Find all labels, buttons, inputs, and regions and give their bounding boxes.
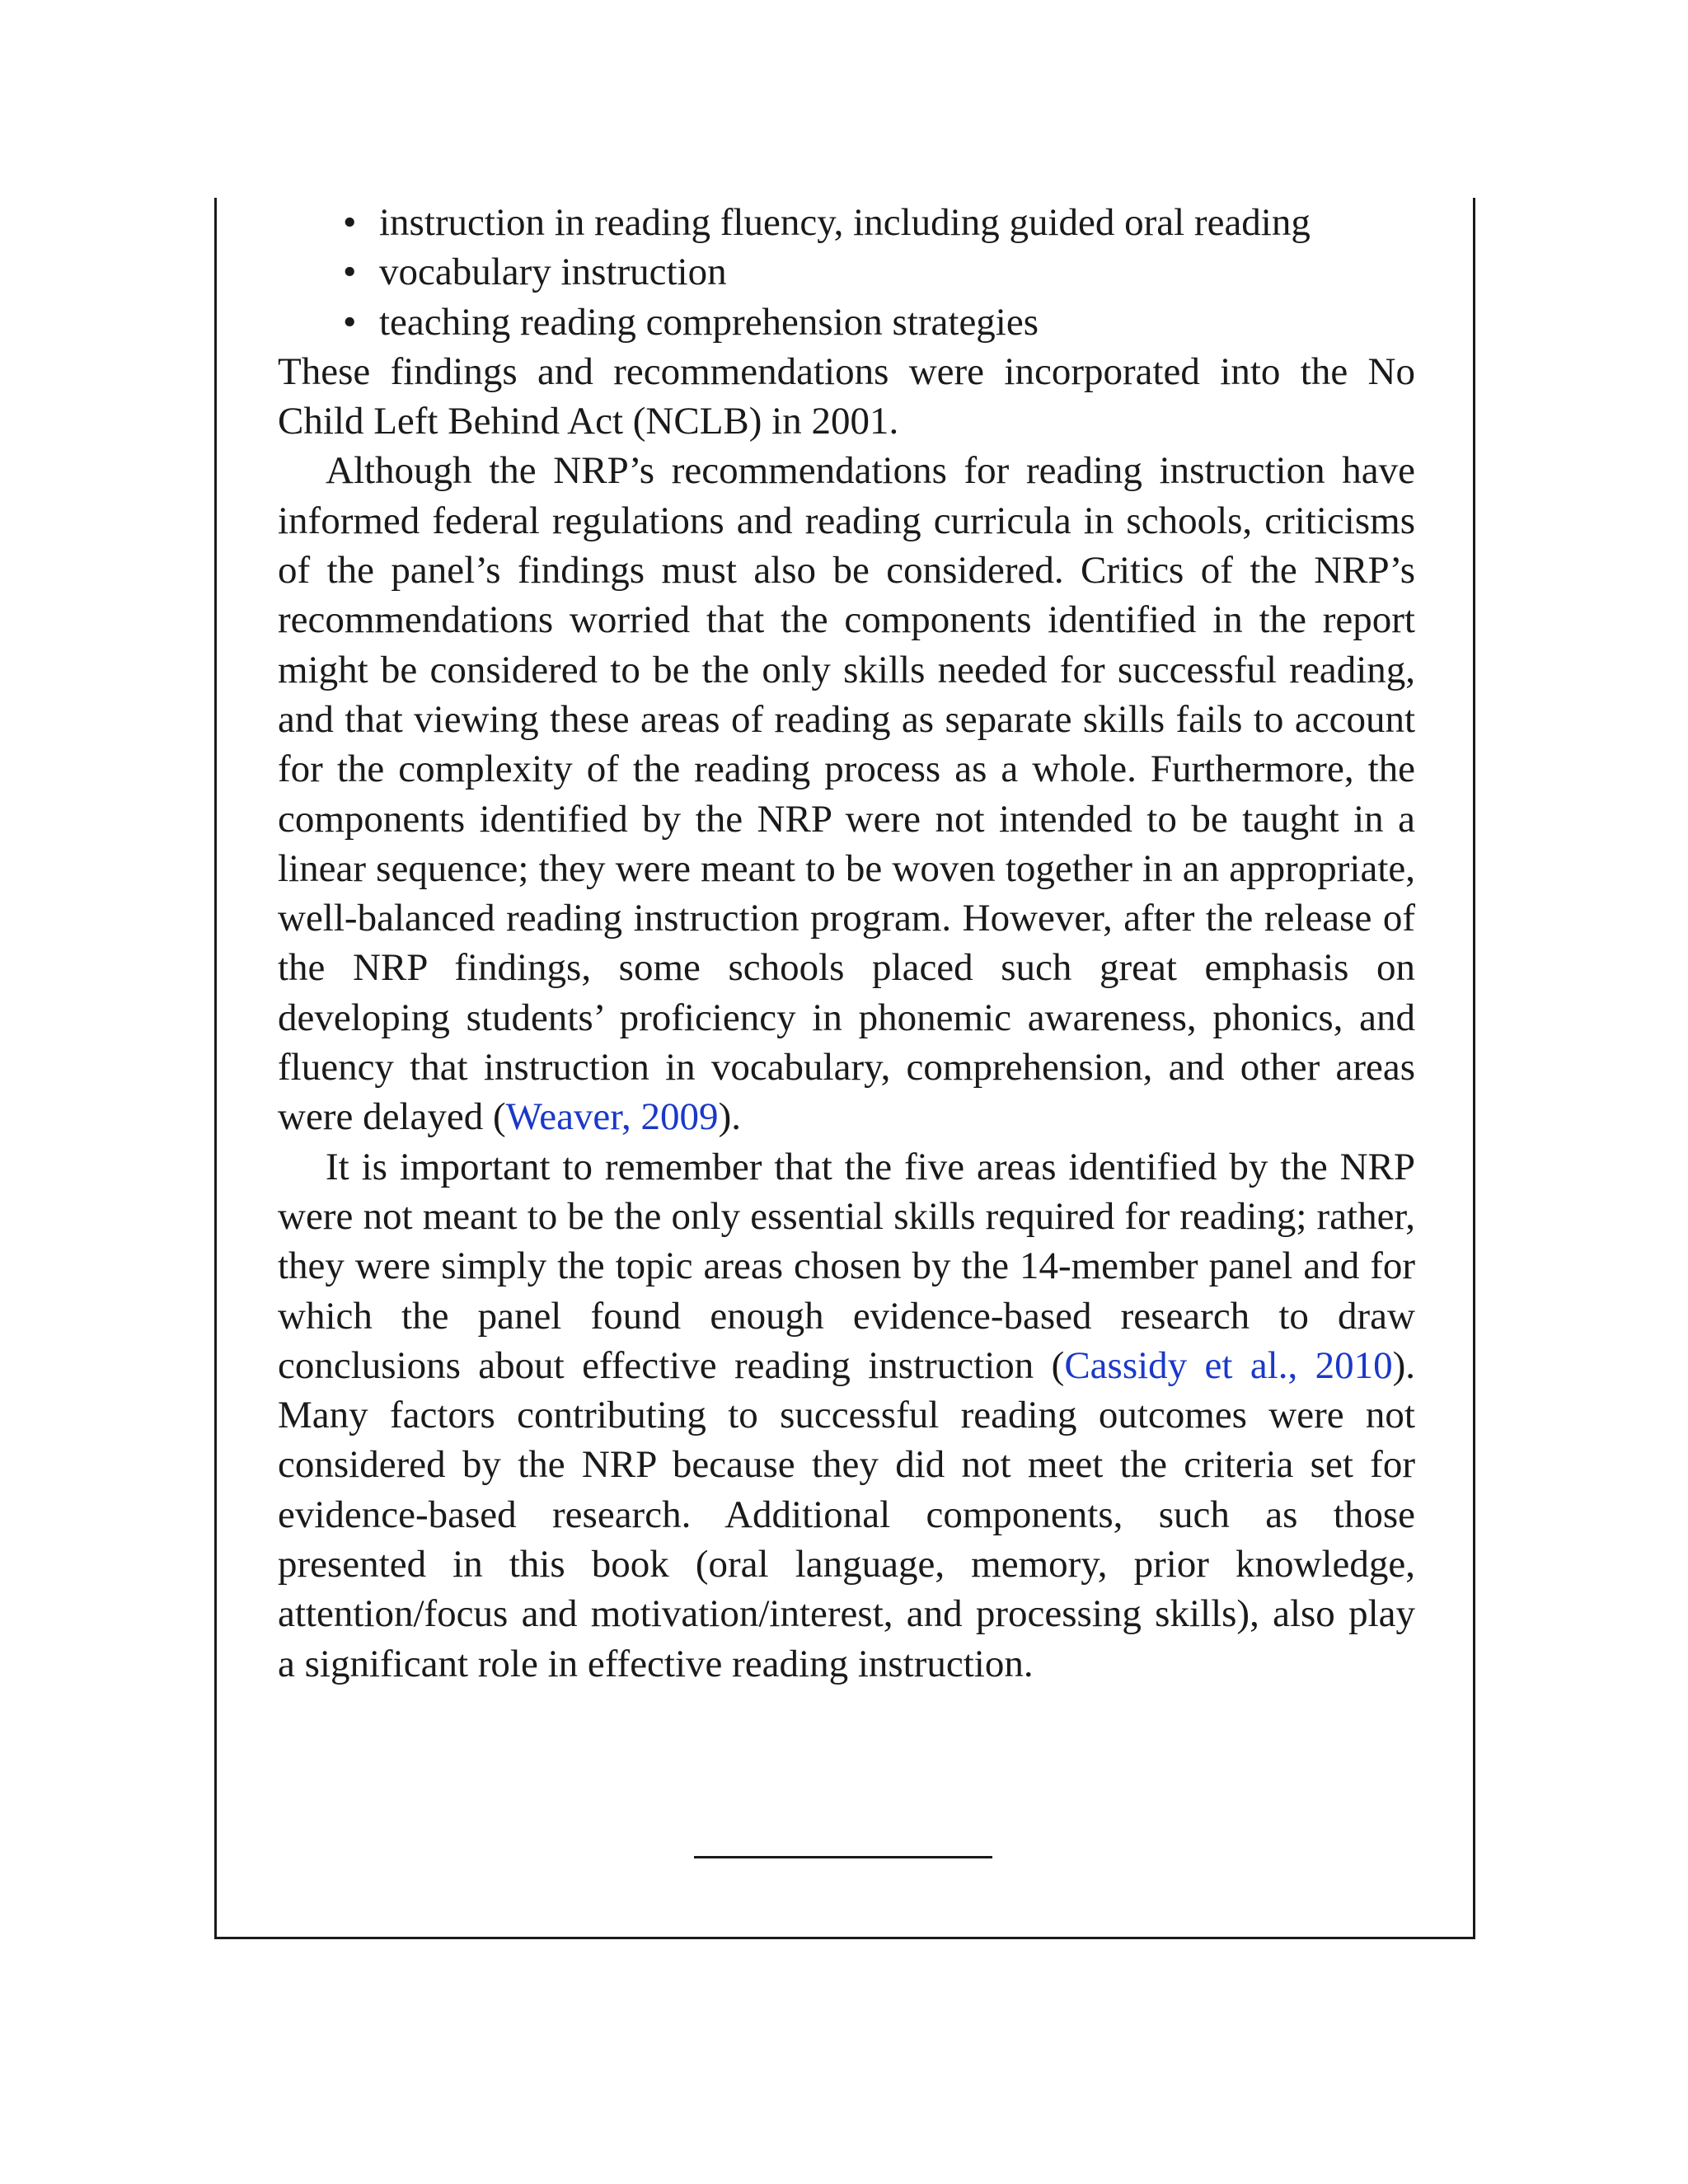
citation-link-weaver[interactable]: Weaver, 2009 [505, 1095, 719, 1139]
list-item-text: vocabulary instruction [379, 251, 727, 294]
bullet-icon: • [343, 201, 357, 244]
bullet-list [278, 198, 1415, 347]
paragraph-text: ). Many factors contributing to successful reading outcomes were not considered by the NRP because they did not meet the criteria set for evidence-based research. Additional components, such as those presented in this book (oral language, memory, prior knowledge, attention/focus and motivation/interest, and processing skills), also play a significant role in effective reading instruction. [278, 1343, 1416, 1685]
paragraph-text: ). [718, 1095, 741, 1139]
paragraph-text: Although the NRP’s recommendations for reading instruction have informed federal regulations and reading curricula in schools, criticisms of the panel’s findings must also be considered. Critics of the NRP’s recommendations worried that the components identified in the report might be considered to be the only skills needed for successful reading, and that viewing these areas of reading as separate skills fails to account for the complexity of the reading process as a whole. Furthermore, the components identified by the NRP were not intended to be taught in a linear sequence; they were meant to be woven together in an appropriate, well-balanced reading instruction program. However, after the release of the NRP findings, some schools placed such great emphasis on developing students’ proficiency in phonemic awareness, phonics, and fluency that instruction in vocabulary, comprehension, and other areas were delayed ( [278, 449, 1415, 1139]
list-item-text: instruction in reading fluency, including guided oral reading [379, 201, 1311, 244]
paragraph-five-areas [278, 1142, 1415, 1689]
bullet-icon: • [343, 251, 357, 294]
paragraph-text: It is important to remember that the five areas identified by the NRP were not meant to be the only essential skills required for reading; rather, they were simply the topic areas chosen by the 14-member panel and for which the panel found enough evidence-based research to draw conclusions about effective reading instruction ( [278, 1145, 1415, 1387]
list-item-text: teaching reading comprehension strategies [379, 300, 1039, 344]
section-end-rule [694, 1856, 992, 1858]
bullet-icon: • [343, 300, 357, 344]
list-item [278, 198, 1415, 247]
document-body [278, 198, 1415, 1689]
list-item [278, 247, 1415, 297]
paragraph-criticisms [278, 446, 1415, 1141]
citation-link-cassidy[interactable]: Cassidy et al., 2010 [1064, 1343, 1393, 1387]
paragraph-nclb: These findings and recommendations were incorporated into the No Child Left Behind Act (NCLB) in 2001. [278, 349, 1415, 443]
list-item [278, 298, 1415, 347]
